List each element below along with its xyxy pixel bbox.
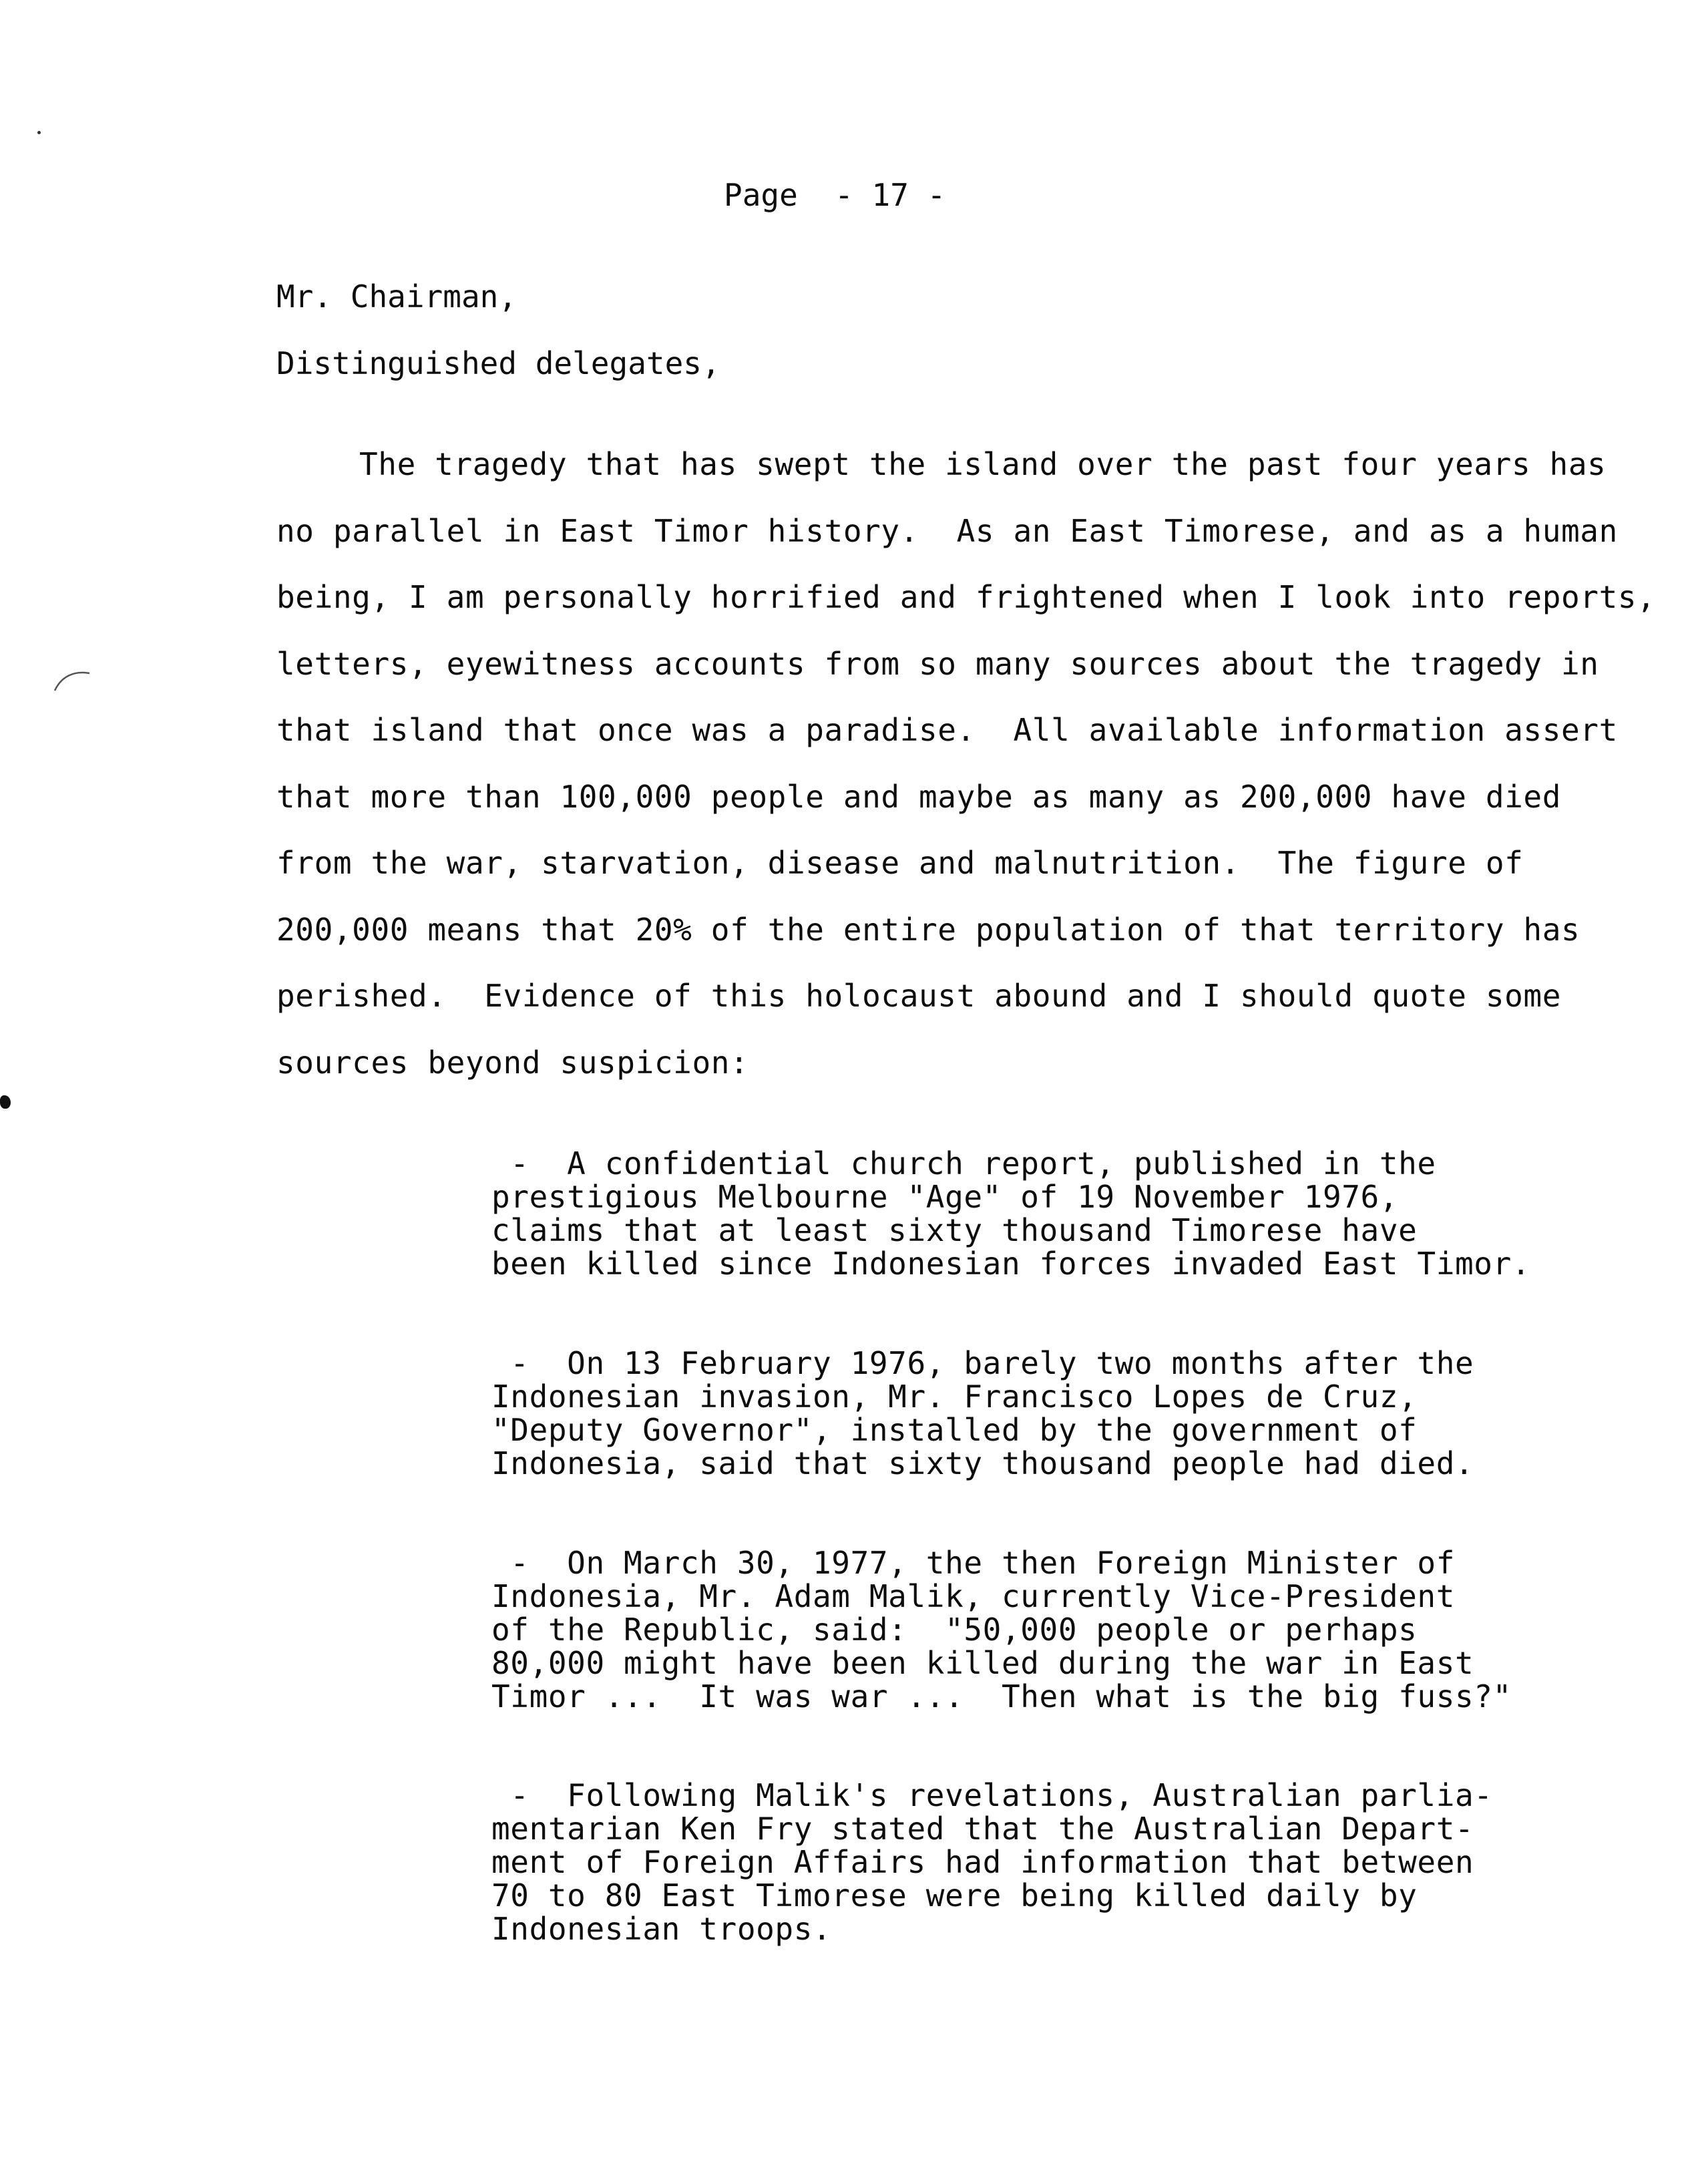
quote-line: - Following Malik's revelations, Australian parlia- [491, 1777, 1493, 1813]
quote-line: 70 to 80 East Timorese were being killed daily by [491, 1877, 1418, 1914]
quote-line: mentarian Ken Fry stated that the Australian Depart- [491, 1811, 1474, 1847]
body-line: 200,000 means that 20% of the entire population of that territory has [276, 912, 1580, 948]
quote-line: Indonesian invasion, Mr. Francisco Lopes de Cruz, [491, 1379, 1418, 1415]
body-line: being, I am personally horrified and frightened when I look into reports, [276, 579, 1656, 615]
quote-line: "Deputy Governor", installed by the government of [491, 1412, 1418, 1448]
quote-line: Indonesia, said that sixty thousand people had died. [491, 1445, 1474, 1481]
quote-line: Timor ... It was war ... Then what is the big fuss?" [491, 1678, 1512, 1714]
quote-line: 80,000 might have been killed during the war in East [491, 1645, 1474, 1681]
quote-line: prestigious Melbourne "Age" of 19 November 1976, [491, 1179, 1399, 1215]
body-line: letters, eyewitness accounts from so many sources about the tragedy in [276, 646, 1599, 682]
body-line: The tragedy that has swept the island over the past four years has [359, 446, 1607, 482]
scan-pen-mark [52, 668, 92, 695]
quote-line: - On 13 February 1976, barely two months after the [491, 1345, 1474, 1381]
body-line: sources beyond suspicion: [276, 1045, 749, 1081]
body-line: that island that once was a paradise. All available information assert [276, 712, 1618, 748]
scan-blot [0, 1095, 11, 1109]
body-line: no parallel in East Timor history. As an East Timorese, and as a human [276, 513, 1618, 549]
body-line: that more than 100,000 people and maybe as many as 200,000 have died [276, 779, 1562, 815]
scan-speck [37, 131, 41, 134]
body-line: from the war, starvation, disease and malnutrition. The figure of [276, 845, 1524, 881]
quote-line: of the Republic, said: "50,000 people or perhaps [491, 1612, 1418, 1648]
quote-line: ment of Foreign Affairs had information that between [491, 1844, 1474, 1880]
page-number: Page - 17 - [724, 177, 946, 213]
salutation-delegates: Distinguished delegates, [276, 345, 720, 381]
salutation-chairman: Mr. Chairman, [276, 279, 517, 315]
quote-line: Indonesian troops. [491, 1911, 832, 1947]
body-line: perished. Evidence of this holocaust abound and I should quote some [276, 978, 1562, 1014]
quote-line: - A confidential church report, published in the [491, 1145, 1436, 1181]
quote-line: been killed since Indonesian forces invaded East Timor. [491, 1246, 1531, 1282]
quote-line: claims that at least sixty thousand Timorese have [491, 1212, 1418, 1248]
quote-line: Indonesia, Mr. Adam Malik, currently Vice-President [491, 1578, 1456, 1614]
quote-line: - On March 30, 1977, the then Foreign Minister of [491, 1545, 1456, 1581]
